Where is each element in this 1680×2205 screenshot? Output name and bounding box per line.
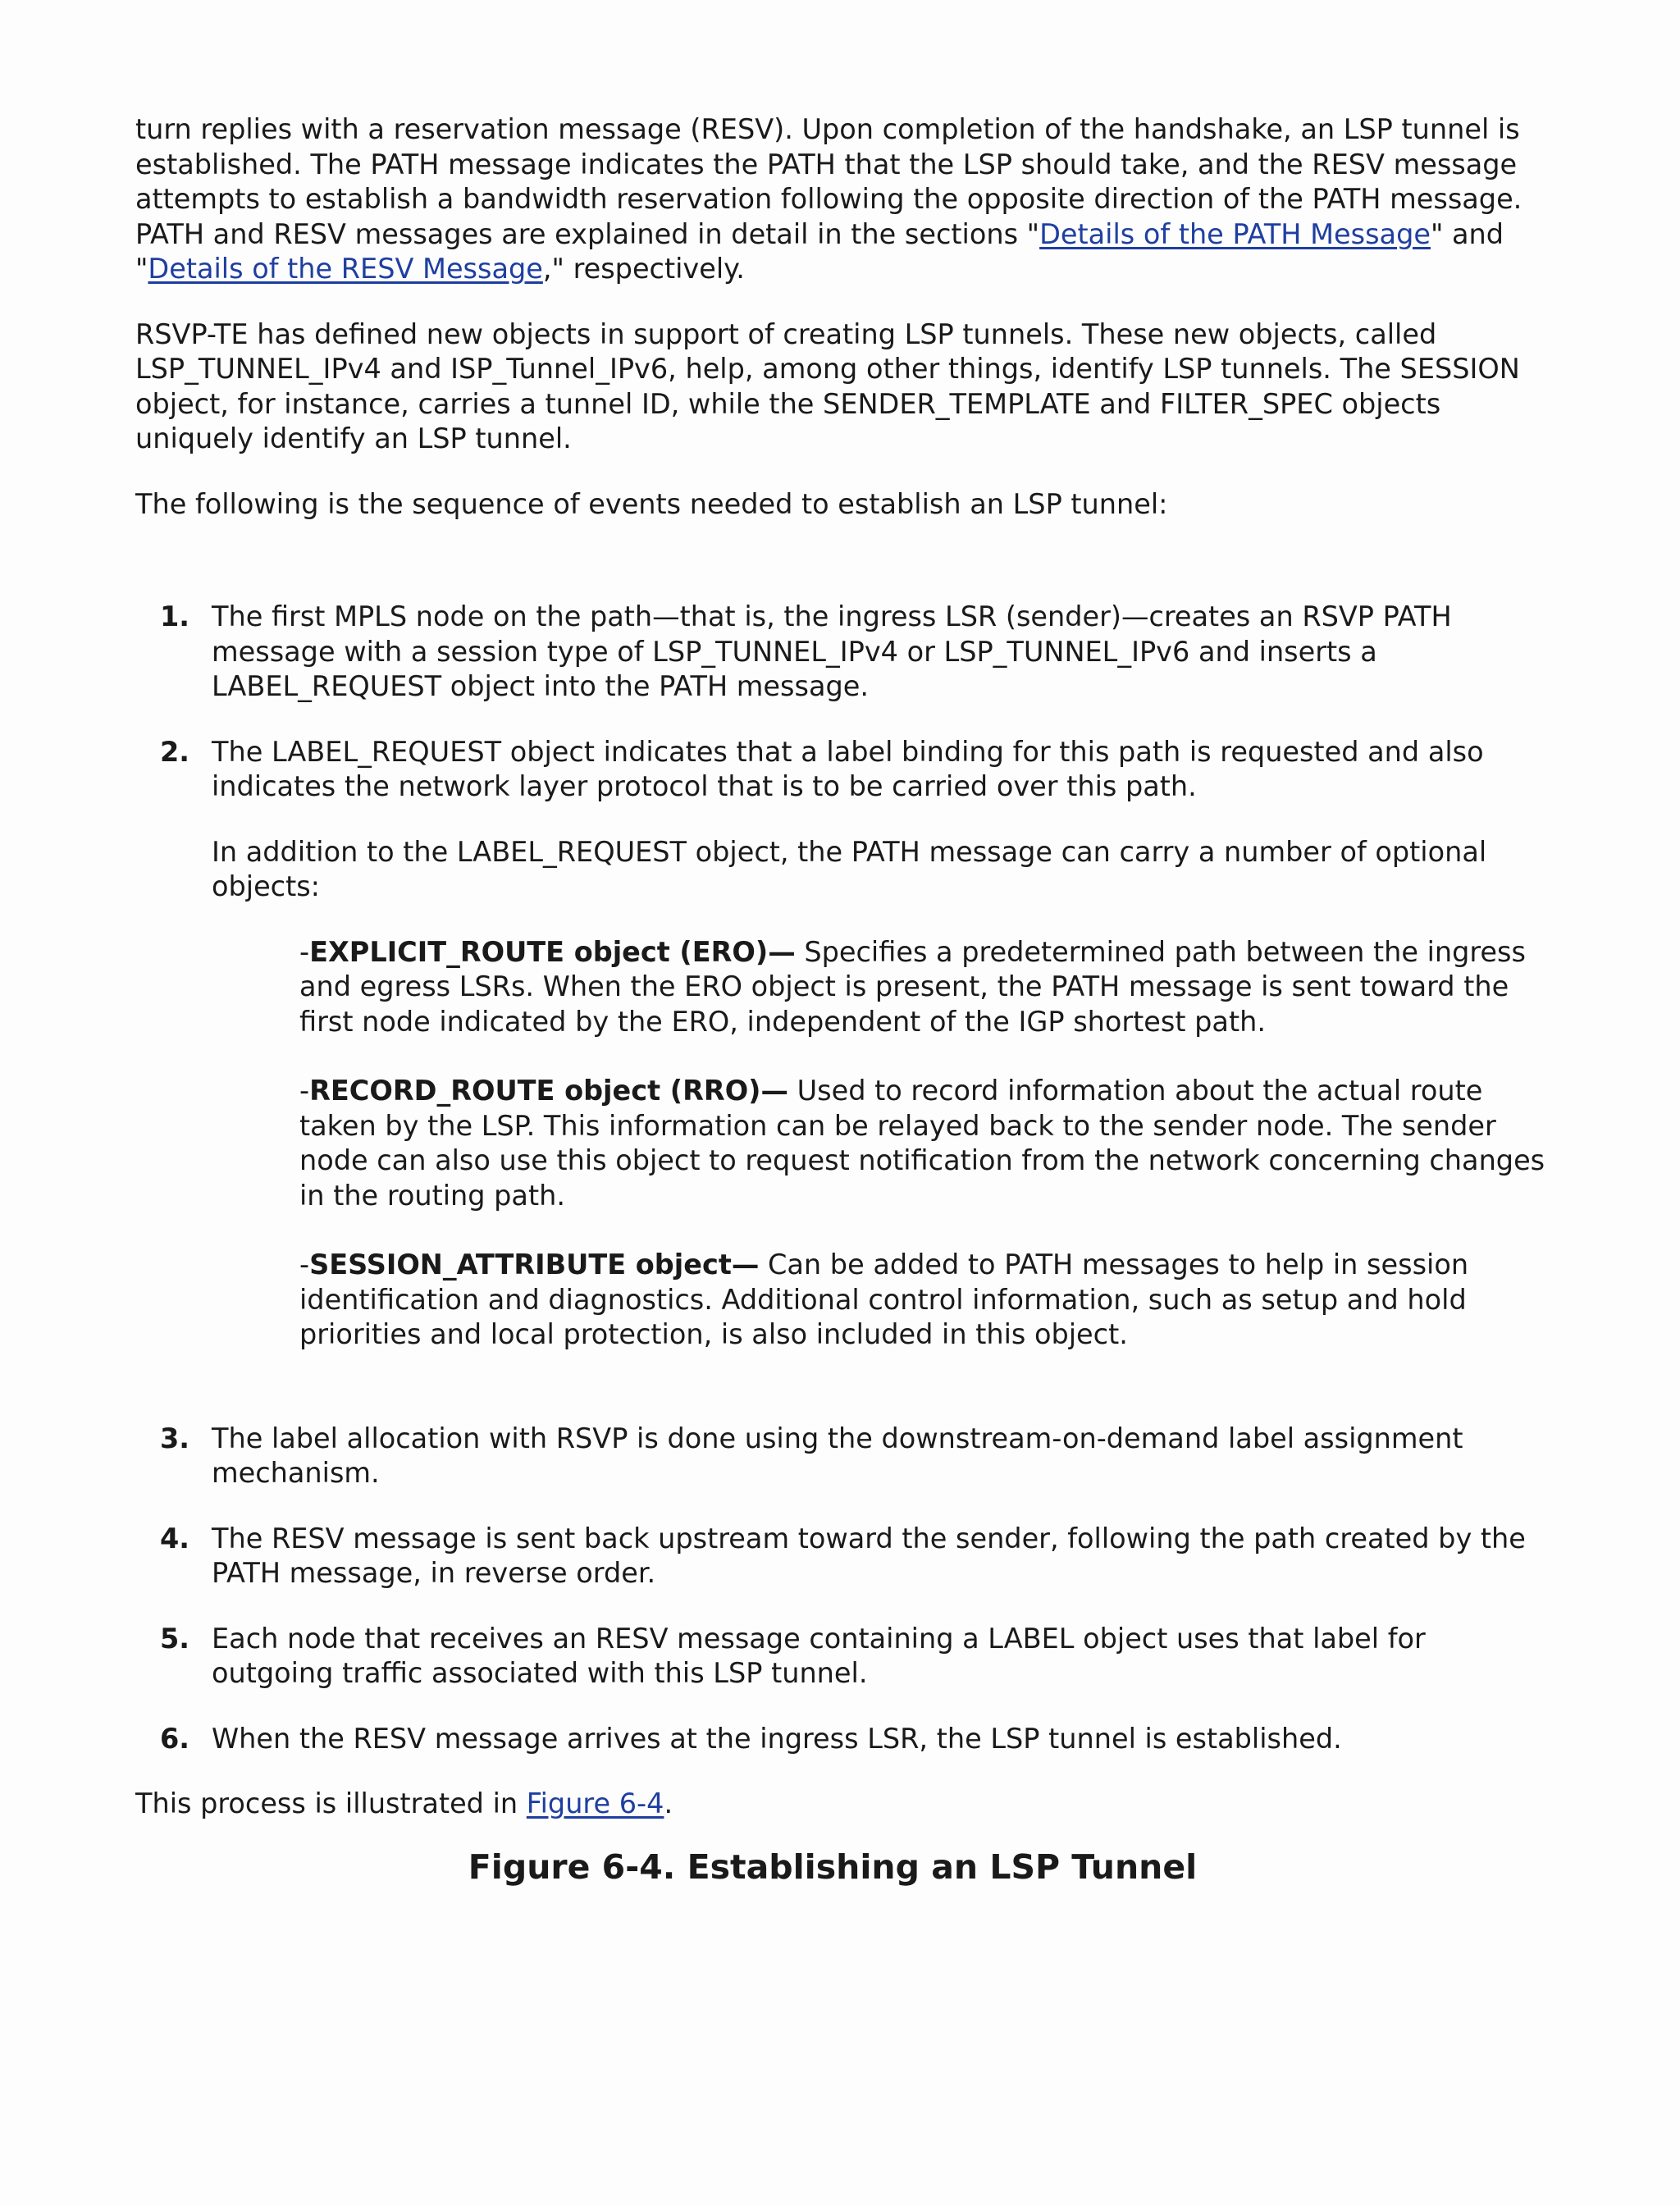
object-item-ero bbox=[299, 935, 1546, 1040]
step-text: The LABEL_REQUEST object indicates that a label binding for this path is requested and also indicates the network layer protocol that is to be carried over this path. bbox=[212, 735, 1484, 802]
object-description: Specifies a predetermined path between the ingress and egress LSRs. When the ERO object is present, the PATH message is sent toward the first node indicated by the ERO, independent of the IGP shortest path. bbox=[299, 935, 1526, 1038]
intro-paragraph-2: RSVP-TE has defined new objects in support of creating LSP tunnels. These new objects, called LSP_TUNNEL_IPv4 and ISP_Tunnel_IPv6, help, among other things, identify LSP tunnels. The SESSION object, for instance, carries a tunnel ID, while the SENDER_TEMPLATE and FILTER_SPEC objects uniquely identify an LSP tunnel. bbox=[135, 317, 1520, 454]
step-text: The RESV message is sent back upstream toward the sender, following the path created by the PATH message, in reverse order. bbox=[212, 1522, 1526, 1589]
list-item-step-4 bbox=[135, 1522, 1546, 1591]
intro-text-2: " and " bbox=[135, 217, 1504, 285]
step-number: 2. bbox=[160, 735, 190, 768]
object-prefix: - bbox=[299, 1075, 310, 1107]
list-item-step-3 bbox=[135, 1422, 1546, 1491]
step-text: The first MPLS node on the path—that is, the ingress LSR (sender)—creates an RSVP PATH message with a session type of LSP_TUNNEL_IPv4 or LSP_TUNNEL_IPv6 and inserts a LABEL_REQUEST object into the PATH message. bbox=[212, 600, 1452, 702]
optional-objects-list bbox=[212, 935, 1546, 1353]
objects-spacer bbox=[212, 1353, 1546, 1391]
link-resv-message-details[interactable]: Details of the RESV Message bbox=[148, 253, 543, 285]
object-name: RECORD_ROUTE object (RRO)— bbox=[309, 1075, 788, 1107]
object-item-rro bbox=[299, 1074, 1546, 1213]
closing-paragraph bbox=[135, 1787, 1546, 1822]
object-description: Can be added to PATH messages to help in session identification and diagnostics. Additional control information, such as setup and hold priorities and local protection, is also included in this object. bbox=[299, 1249, 1469, 1350]
intro-text-3: ," respectively. bbox=[542, 253, 745, 285]
list-item-step-6 bbox=[135, 1722, 1546, 1757]
step-number: 4. bbox=[160, 1522, 190, 1554]
object-name: EXPLICIT_ROUTE object (ERO)— bbox=[309, 935, 796, 968]
step-number: 6. bbox=[160, 1722, 190, 1755]
figure-title: Figure 6-4. Establishing an LSP Tunnel bbox=[468, 1847, 1198, 1887]
intro-paragraph-3: The following is the sequence of events needed to establish an LSP tunnel: bbox=[135, 487, 1168, 520]
intro-text-1: turn replies with a reservation message (RESV). Upon completion of the handshake, an LSP tunnel is established. The PATH message indicates the PATH that the LSP should take, and the RESV message attempts to establish a bandwidth reservation following the opposite direction of the PATH message. PATH and RESV messages are explained in detail in the sections " bbox=[135, 113, 1522, 250]
closing-period: . bbox=[664, 1787, 673, 1819]
step-number: 3. bbox=[160, 1422, 190, 1454]
list-item-step-2 bbox=[135, 735, 1546, 1391]
object-prefix: - bbox=[299, 935, 310, 968]
step-text: Each node that receives an RESV message containing a LABEL object uses that label for outgoing traffic associated with this LSP tunnel. bbox=[212, 1622, 1426, 1689]
step-number: 1. bbox=[160, 600, 190, 632]
closing-text: This process is illustrated in bbox=[135, 1787, 527, 1819]
section-spacer bbox=[135, 522, 1546, 600]
object-prefix: - bbox=[299, 1249, 310, 1281]
step-extra-text: In addition to the LABEL_REQUEST object, the PATH message can carry a number of optional objects: bbox=[212, 835, 1487, 902]
document-page bbox=[135, 112, 1546, 1888]
intro-paragraph-1 bbox=[135, 112, 1546, 287]
event-sequence-list bbox=[135, 600, 1546, 1756]
step-number: 5. bbox=[160, 1622, 190, 1655]
step-text: The label allocation with RSVP is done using the downstream-on-demand label assignment mechanism. bbox=[212, 1422, 1463, 1489]
list-item-step-1 bbox=[135, 600, 1546, 705]
link-path-message-details[interactable]: Details of the PATH Message bbox=[1039, 217, 1431, 250]
step-text: When the RESV message arrives at the ingress LSR, the LSP tunnel is established. bbox=[212, 1722, 1342, 1755]
list-item-step-5 bbox=[135, 1622, 1546, 1691]
object-item-session-attribute bbox=[299, 1248, 1546, 1353]
link-figure-6-4[interactable]: Figure 6-4 bbox=[526, 1787, 664, 1819]
object-name: SESSION_ATTRIBUTE object— bbox=[309, 1249, 760, 1281]
object-description: Used to record information about the actual route taken by the LSP. This information can be relayed back to the sender node. The sender node can also use this object to request notification from the network concerning changes in the routing path. bbox=[299, 1075, 1545, 1212]
